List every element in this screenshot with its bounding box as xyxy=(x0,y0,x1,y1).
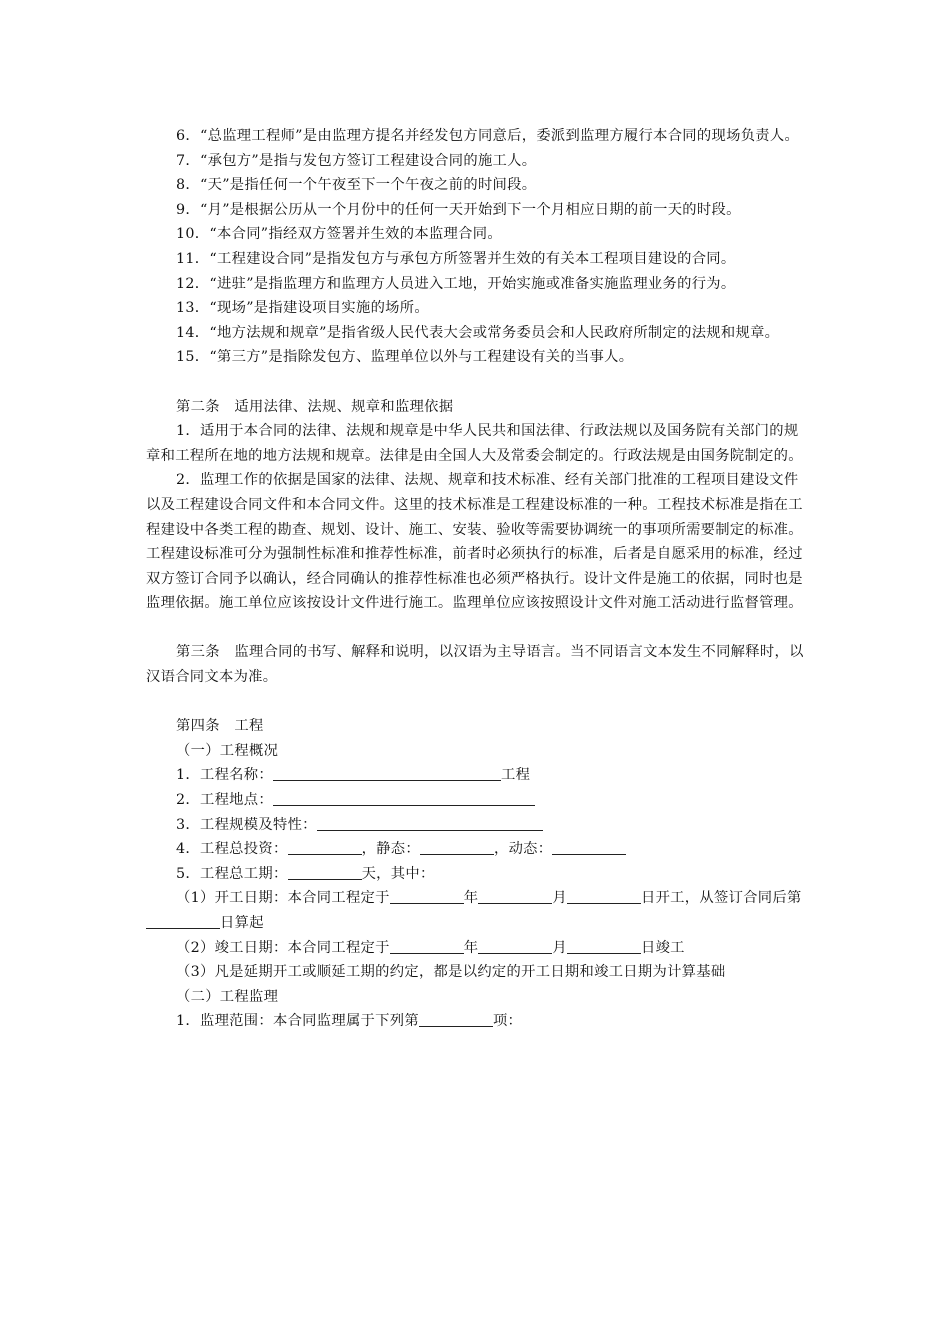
start-date-line xyxy=(146,886,806,935)
year-label: 年 xyxy=(463,939,479,956)
project-overview-heading: （一）工程概况 xyxy=(176,742,279,759)
period-days-field[interactable] xyxy=(288,863,362,880)
article-2-heading: 第二条 适用法律、法规、规章和监理依据 xyxy=(176,398,454,415)
document-body xyxy=(146,124,806,1034)
start-date-mid: 日开工，从签订合同后第 xyxy=(640,890,802,907)
end-month-field[interactable] xyxy=(478,937,552,954)
supervision-heading: （二）工程监理 xyxy=(176,988,279,1005)
start-offset-field[interactable] xyxy=(146,912,220,929)
start-date-label: （1）开工日期：本合同工程定于 xyxy=(176,890,390,907)
definition-item: 7．“承包方”是指与发包方签订工程建设合同的施工人。 xyxy=(176,152,537,169)
investment-dynamic-label: ，动态： xyxy=(493,841,553,858)
year-label: 年 xyxy=(463,890,479,907)
end-date-suffix: 日竣工 xyxy=(640,939,685,956)
project-scale-field[interactable] xyxy=(317,814,543,831)
article-2-paragraph-1: 1．适用于本合同的法律、法规和规章是中华人民共和国法律、行政法规以及国务院有关部门的规章和工程所在地的地方法规和规章。法律是由全国人大及常委会制定的。行政法规是由国务院制定的。 xyxy=(146,423,803,464)
definition-item: 12．“进驻”是指监理方和监理方人员进入工地，开始实施或准备实施监理业务的行为。 xyxy=(176,275,736,292)
start-month-field[interactable] xyxy=(478,887,552,904)
project-name-field[interactable] xyxy=(273,764,501,781)
definition-item: 13．“现场”是指建设项目实施的场所。 xyxy=(176,300,429,317)
end-year-field[interactable] xyxy=(390,937,464,954)
scope-label: 1．监理范围：本合同监理属于下列第 xyxy=(176,1013,419,1030)
article-3-text: 第三条 监理合同的书写、解释和说明，以汉语为主导语言。当不同语言文本发生不同解释时，以汉语合同文本为准。 xyxy=(146,644,804,686)
period-suffix: 天，其中： xyxy=(361,865,435,882)
definition-item: 10．“本合同”指经双方签署并生效的本监理合同。 xyxy=(176,226,502,243)
project-name-line xyxy=(146,763,806,788)
end-day-field[interactable] xyxy=(567,937,641,954)
spacer xyxy=(146,616,806,641)
project-period-line xyxy=(146,862,806,887)
supervision-scope-line xyxy=(146,1009,806,1034)
project-scale-line xyxy=(146,813,806,838)
investment-dynamic-field[interactable] xyxy=(552,838,626,855)
scope-item-field[interactable] xyxy=(419,1010,493,1027)
investment-static-label: ，静态： xyxy=(361,841,420,858)
project-name-suffix: 工程 xyxy=(500,767,531,784)
definition-item: 9．“月”是根据公历从一个月份中的任何一天开始到下一个月相应日期的前一天的时段。 xyxy=(176,201,741,218)
month-label: 月 xyxy=(552,890,567,907)
project-location-label: 2．工程地点： xyxy=(176,792,273,809)
definition-item: 8．“天”是指任何一个午夜至下一个午夜之前的时间段。 xyxy=(176,177,537,194)
project-location-line xyxy=(146,788,806,813)
spacer xyxy=(146,690,806,715)
spacer xyxy=(146,370,806,395)
scope-suffix: 项： xyxy=(492,1013,523,1030)
end-date-line xyxy=(146,936,806,961)
article-4-heading: 第四条 工程 xyxy=(176,718,264,735)
investment-static-field[interactable] xyxy=(420,838,494,855)
definition-item: 6．“总监理工程师”是由监理方提名并经发包方同意后，委派到监理方履行本合同的现场负责人。 xyxy=(176,128,800,144)
start-date-end: 日算起 xyxy=(220,915,264,931)
definition-item: 15．“第三方”是指除发包方、监理单位以外与工程建设有关的当事人。 xyxy=(176,349,634,366)
article-2-paragraph-2: 2．监理工作的依据是国家的法律、法规、规章和技术标准、经有关部门批准的工程项目建设文件以及工程建设合同文件和本合同文件。这里的技术标准是工程建设标准的一种。工程技术标准是指在工程建设中各类工程的勘查、规划、设计、施工、安装、验收等需要协调统一的事项所需要制定的标准。工程建设标准可分为强制性标准和推荐性标准，前者时必须执行的标准，后者是自愿采用的标准，经过双方签订合同予以确认，经合同确认的推荐性标准也必须严格执行。设计文件是施工的依据，同时也是监理依据。施工单位应该按设计文件进行施工。监理单位应该按照设计文件对施工活动进行监督管理。 xyxy=(146,472,803,612)
investment-total-field[interactable] xyxy=(288,838,362,855)
project-investment-line xyxy=(146,837,806,862)
definition-item: 11．“工程建设合同”是指发包方与承包方所签署并生效的有关本工程项目建设的合同。 xyxy=(176,250,736,267)
end-date-label: （2）竣工日期：本合同工程定于 xyxy=(176,939,390,956)
start-day-field[interactable] xyxy=(567,887,641,904)
investment-label: 4．工程总投资： xyxy=(176,841,288,858)
start-year-field[interactable] xyxy=(390,887,464,904)
project-name-label: 1．工程名称： xyxy=(176,767,273,784)
schedule-note: （3）凡是延期开工或顺延工期的约定，都是以约定的开工日期和竣工日期为计算基础 xyxy=(176,964,726,981)
period-label: 5．工程总工期： xyxy=(176,865,288,882)
definition-item: 14．“地方法规和规章”是指省级人民代表大会或常务委员会和人民政府所制定的法规和规章。 xyxy=(176,324,780,341)
project-location-field[interactable] xyxy=(273,789,535,806)
project-scale-label: 3．工程规模及特性： xyxy=(176,816,317,833)
month-label: 月 xyxy=(552,939,567,956)
